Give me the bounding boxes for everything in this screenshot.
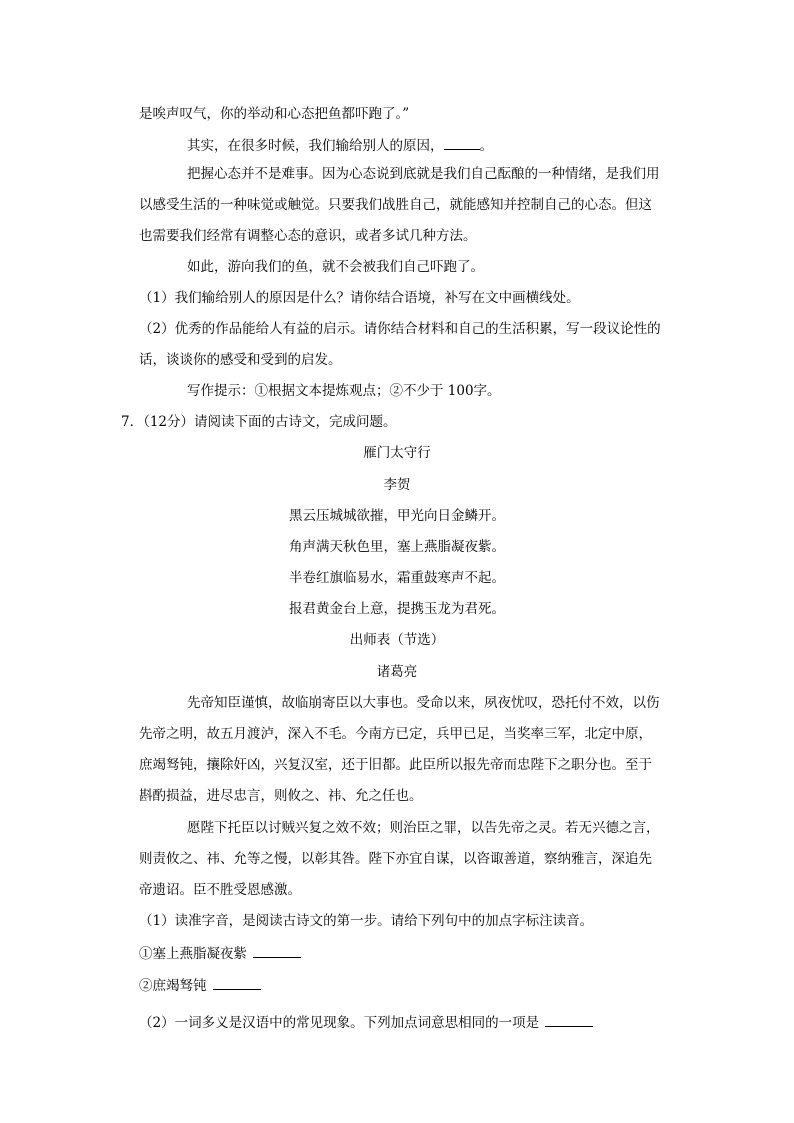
story-line-2 bbox=[187, 136, 493, 152]
poem-line-2: 角声满天秋色里，塞上燕脂凝夜紫。 bbox=[289, 539, 505, 555]
poem-line-1: 黑云压城城欲摧，甲光向日金鳞开。 bbox=[289, 508, 505, 524]
story-para4: 如此，游向我们的鱼，就不会被我们自己吓跑了。 bbox=[187, 259, 484, 275]
q6-sub2-line1: （2）优秀的作品能给人有益的启示。请你结合材料和自己的生活积累，写一段议论性的 bbox=[139, 321, 661, 337]
prose-p2-line2: 则责攸之、祎、允等之慢，以彰其咎。陛下亦宜自谋，以咨诹善道，察纳雅言，深追先 bbox=[139, 851, 652, 867]
prose-p1-line3: 庶竭驽钝，攘除奸凶，兴复汉室，还于旧都。此臣所以报先帝而忠陛下之职分也。至于 bbox=[139, 757, 652, 773]
q7-item-2 bbox=[139, 976, 261, 992]
q7-item-2-text: ②庶竭驽钝 bbox=[139, 978, 207, 994]
q7-sub2 bbox=[139, 1013, 593, 1029]
poem-line-3: 半卷红旗临易水，霜重鼓寒声不起。 bbox=[289, 570, 505, 586]
poem-line-4: 报君黄金台上意，提携玉龙为君死。 bbox=[289, 601, 505, 617]
story-line-2-after: 。 bbox=[479, 138, 493, 154]
q7-header: 7．（12分）请阅读下面的古诗文，完成问题。 bbox=[121, 414, 397, 430]
q6-sub1: （1）我们输给别人的原因是什么？请你结合语境，补写在文中画横线处。 bbox=[139, 290, 580, 306]
answer-blank-item1[interactable] bbox=[253, 944, 301, 958]
prose-author: 诸葛亮 bbox=[376, 664, 418, 680]
q7-item-1 bbox=[139, 944, 301, 960]
answer-blank-item2[interactable] bbox=[213, 976, 261, 990]
story-para3-line1: 把握心态并不是难事。因为心态说到底就是我们自己酝酿的一种情绪，是我们用 bbox=[187, 166, 660, 182]
story-para3-line2: 以感受生活的一种味觉或触觉。只要我们战胜自己，就能感知并控制自己的心态。但这 bbox=[139, 197, 652, 213]
q7-sub1: （1）读准字音，是阅读古诗文的第一步。请给下列句中的加点字标注读音。 bbox=[139, 913, 594, 929]
prose-title: 出师表（节选） bbox=[349, 632, 445, 648]
prose-p1-line2: 先帝之明，故五月渡泸，深入不毛。今南方已定，兵甲已足，当奖率三军，北定中原， bbox=[139, 726, 652, 742]
prose-p2-line1: 愿陛下托臣以讨贼兴复之效不效；则治臣之罪，以告先帝之灵。若无兴德之言， bbox=[187, 820, 660, 836]
prose-p1-line1: 先帝知臣谨慎，故临崩寄臣以大事也。受命以来，夙夜忧叹，恐托付不效，以伤 bbox=[187, 695, 660, 711]
q6-writing-hint: 写作提示：①根据文本提炼观点；②不少于 100字。 bbox=[187, 383, 501, 399]
prose-p2-line3: 帝遗诏。臣不胜受恩感激。 bbox=[139, 882, 301, 898]
poem-title: 雁门太守行 bbox=[363, 445, 431, 461]
story-line-2-before: 其实，在很多时候，我们输给别人的原因， bbox=[187, 138, 444, 154]
answer-blank-sub2[interactable] bbox=[545, 1013, 593, 1027]
poem-author: 李贺 bbox=[383, 477, 411, 493]
answer-blank-reason[interactable] bbox=[444, 136, 480, 150]
story-line-1: 是唉声叹气，你的举动和心态把鱼都吓跑了。” bbox=[139, 106, 410, 122]
q7-item-1-text: ①塞上燕脂凝夜紫 bbox=[139, 946, 247, 962]
q6-sub2-line2: 话，谈谈你的感受和受到的启发。 bbox=[139, 352, 342, 368]
story-para3-line3: 也需要我们经常有调整心态的意识，或者多试几种方法。 bbox=[139, 228, 477, 244]
prose-p1-line4: 斟酌损益，进尽忠言，则攸之、祎、允之任也。 bbox=[139, 788, 423, 804]
q7-sub2-text: （2）一词多义是汉语中的常见现象。下列加点词意思相同的一项是 bbox=[139, 1015, 540, 1031]
